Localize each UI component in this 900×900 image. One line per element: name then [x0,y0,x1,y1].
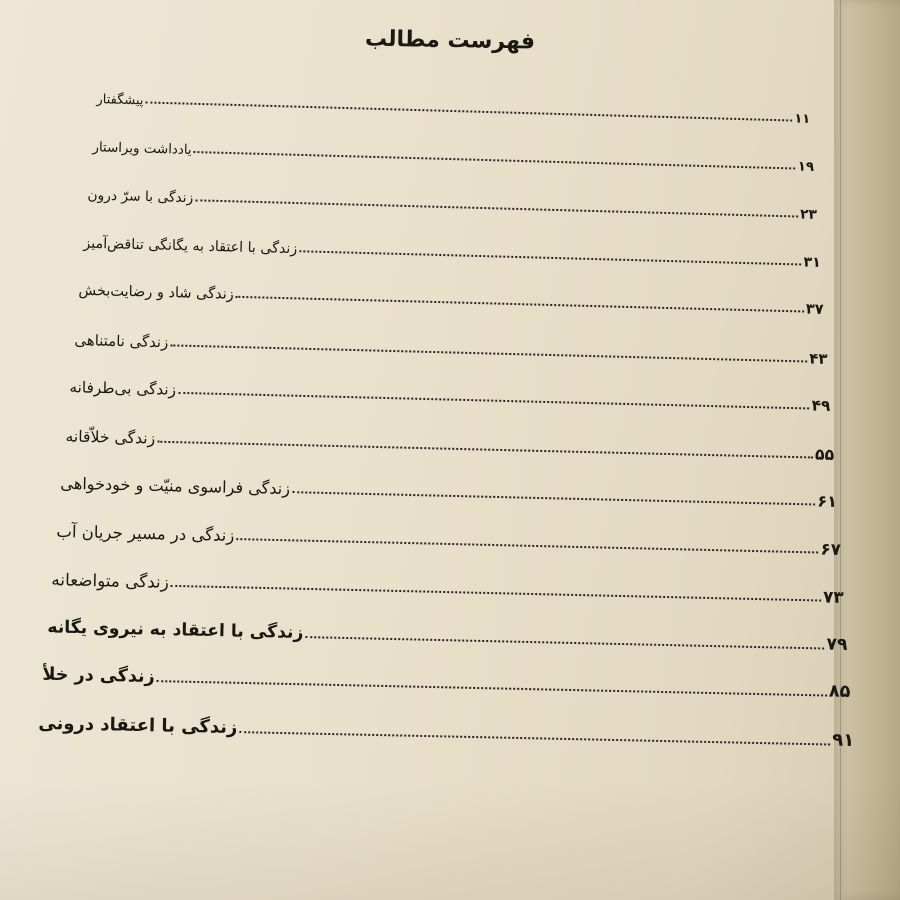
leader-dots [178,392,810,410]
toc-entry-page: ۳۱ [802,254,821,271]
toc-entry-title: زندگی با اعتقاد به یگانگی تناقض‌آمیز [82,235,298,257]
toc-entry [74,283,824,318]
toc-entry-page: ۶۷ [820,539,841,559]
toc-entry-page: ۵۵ [814,444,835,464]
toc-entry-title: زندگی با اعتقاد به نیروی یگانه [47,616,304,643]
toc-entry-page: ۲۳ [799,206,818,223]
leader-dots [236,296,804,313]
leader-dots [171,585,821,602]
toc-entry-title: زندگی با سرّ درون [87,187,194,207]
toc-heading: فهرست مطالب [364,26,536,55]
toc-entry-page: ۴۹ [811,396,831,415]
toc-entry-page: ۶۱ [817,491,838,511]
toc-entry [83,187,817,223]
toc-entry-page: ۱۱ [794,111,811,127]
toc-entry-title: زندگی با اعتقاد درونی [38,712,238,738]
toc-entry-title: زندگی نامتناهی [73,330,169,351]
toc-entry [88,140,814,175]
leader-dots [305,636,824,649]
toc-entry [65,378,830,415]
toc-entry-title: زندگی در مسیر جریان آب [56,521,235,545]
toc-entry [39,665,851,702]
toc-entry [61,426,834,464]
toc-entry-title: زندگی بی‌طرفانه [69,378,177,399]
leader-dots [236,538,818,553]
toc-entry-title: زندگی متواضعانه [51,569,170,592]
toc-entry-title: یادداشت ویراستار [91,139,192,158]
leader-dots [157,680,827,696]
leader-dots [195,199,798,217]
leader-dots [239,731,830,745]
toc-entry [57,474,838,511]
toc-entry-title: زندگی شاد و رضایت‌بخش [78,282,235,303]
toc-entry [79,235,821,271]
toc-entry-page: ۴۳ [808,349,828,368]
leader-dots [157,440,813,458]
toc-entry [48,569,845,607]
leader-dots [170,344,807,362]
toc-entry-title: پیشگفتار [96,92,144,109]
leader-dots [292,491,815,505]
toc-entry [70,330,827,367]
toc-entry-page: ۳۷ [805,301,824,318]
toc-entry [34,712,854,750]
toc-entry-page: ۱۹ [797,159,814,175]
toc-entry-page: ۷۹ [826,634,848,655]
toc-list [0,92,900,804]
leader-dots [145,101,792,121]
toc-entry-page: ۷۳ [823,586,845,607]
toc-entry-page: ۹۱ [832,729,855,751]
toc-entry [43,617,848,655]
toc-entry-title: زندگی در خلأ [42,664,156,688]
leader-dots [299,250,801,265]
leader-dots [193,150,795,169]
toc-entry [52,521,841,558]
toc-entry [92,92,810,127]
toc-entry-page: ۸۵ [829,681,852,702]
toc-entry-title: زندگی خلاّقانه [64,425,156,448]
toc-entry-title: زندگی فراسوی منیّت و خودخواهی [60,473,291,499]
